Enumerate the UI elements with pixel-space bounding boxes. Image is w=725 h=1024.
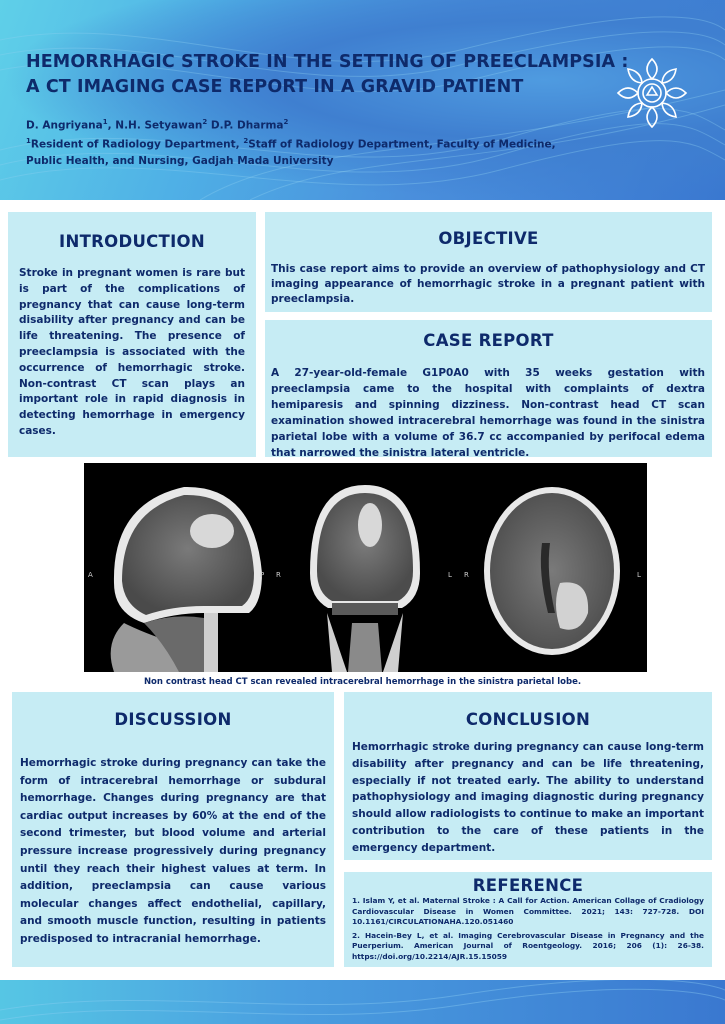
conclusion-heading: CONCLUSION: [465, 710, 591, 729]
author-1: D. Angriyana: [26, 119, 103, 132]
title-line-2: A CT IMAGING CASE REPORT IN A GRAVID PATIENT: [26, 77, 524, 97]
conclusion-panel: [344, 692, 712, 860]
reference-list: [352, 896, 704, 965]
figure-caption: Non contrast head CT scan revealed intracerebral hemorrhage in the sinistra parietal lobe.: [143, 677, 582, 687]
objective-panel: [265, 212, 712, 312]
author-3-sup: 2: [283, 118, 289, 126]
reference-item-2: 2. Hacein-Bey L, et al. Imaging Cerebrovascular Disease in Pregnancy and the Puerperium. American Journal of Roentgeology. 2016; 206 (1): 26-38. https://doi.org/10.2214/AJR.15.15059: [352, 930, 704, 961]
affiliation-2-sup: 2: [243, 137, 249, 145]
ax-label-left: R: [464, 571, 469, 579]
discussion-heading: DISCUSSION: [114, 710, 232, 729]
affiliation-2: Staff of Radiology Department, Faculty of Medicine, Public Health, and Nursing, Gadjah Mada University: [26, 138, 556, 167]
author-1-sup: 1: [102, 118, 108, 126]
reference-heading: REFERENCE: [472, 876, 584, 895]
affiliation-1-sup: 1: [26, 137, 31, 145]
header-banner: [0, 0, 725, 200]
sag-label-right: P: [260, 571, 265, 579]
discussion-text: Hemorrhagic stroke during pregnancy can take the form of intracerebral hemorrhage or subdural hemorrhage. Changes during pregnancy are that cardiac output increases by 60% at the end of the second trimester, but blood volume and arterial pressure increase progressively during pregnancy until they reach their highest values at term. In addition, preeclampsia can cause various molecular changes affect endothelial, capillary, and smooth muscle function, resulting in patients predisposed to intracranial hemorrhage.: [20, 757, 326, 945]
objective-heading: OBJECTIVE: [438, 229, 539, 248]
author-3: D.P. Dharma: [210, 119, 284, 132]
ct-sagittal-image: [84, 463, 270, 672]
case-report-text: A 27-year-old-female G1P0A0 with 35 weeks gestation with preeclampsia came to the hospital with complaints of dextra hemiparesis and spinning dizziness. Non-contrast head CT scan examination showed intracerebral hemorrhage was found in the sinistra parietal lobe with a volume of 36.7 cc accompanied by perifocal edema that narrowed the sinistra lateral ventricle.: [271, 367, 705, 459]
footer-banner: [0, 980, 725, 1024]
cor-label-left: R: [276, 571, 281, 579]
reference-panel: [344, 872, 712, 967]
affiliation-1: Resident of Radiology Department,: [30, 138, 240, 151]
case-report-panel: [265, 320, 712, 457]
affiliations: [26, 133, 586, 169]
discussion-panel: [12, 692, 334, 967]
sag-label-left: A: [88, 571, 93, 579]
introduction-heading: INTRODUCTION: [59, 232, 205, 251]
author-2-sup: 2: [202, 118, 208, 126]
objective-text: This case report aims to provide an overview of pathophysiology and CT imaging appearance of hemorrhagic stroke in a pregnant patient with preeclampsia.: [271, 263, 705, 305]
poster-title: [26, 50, 629, 100]
author-list: D. Angriyana$^1$, N.H. Setyawan$^2$ D.P. Dharma$^2$: [26, 118, 289, 132]
introduction-panel: [8, 212, 256, 457]
ct-axial-image: [460, 463, 647, 672]
university-logo: [614, 55, 690, 131]
title-line-1: HEMORRHAGIC STROKE IN THE SETTING OF PREECLAMPSIA :: [26, 52, 629, 72]
conclusion-text: Hemorrhagic stroke during pregnancy can cause long-term disability after pregnancy and can be life threatening, especially if not treated early. The ability to understand pathophysiology and imaging diagnostic during pregnancy should allow radiologists to continue to make an important contribution to the care of these patients in the emergency department.: [352, 741, 704, 854]
cor-label-right: L: [448, 571, 452, 579]
ct-coronal-image: [272, 463, 458, 672]
footer-wave-decoration: [0, 980, 725, 1024]
introduction-text: Stroke in pregnant women is rare but is part of the complications of pregnancy that can cause long-term disability after pregnancy and can be life threatening. The presence of preeclampsia is associated with the occurrence of hemorrhagic stroke. Non-contrast CT scan plays an important role in rapid diagnosis in detecting hemorrhage in emergency cases.: [19, 267, 245, 437]
case-report-heading: CASE REPORT: [423, 331, 554, 350]
author-2: N.H. Setyawan: [115, 119, 203, 132]
ct-figure: [84, 463, 647, 672]
reference-item-1: 1. Islam Y, et al. Maternal Stroke : A Call for Action. American Collage of Cradiology Cardiovascular Disease in Women Committee. 2021; 143: 727-728. DOI 10.1161/CIRCULATIONAHA.120.051460: [352, 896, 704, 926]
ax-label-right: L: [637, 571, 641, 579]
